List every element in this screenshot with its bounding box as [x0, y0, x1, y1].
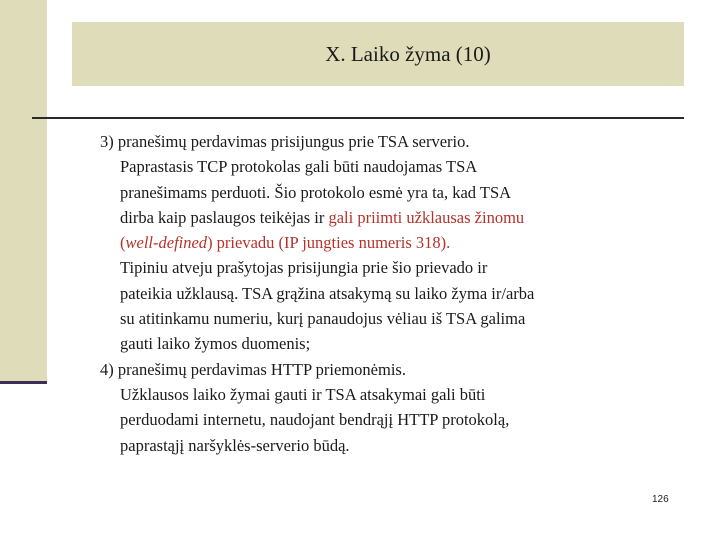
item-3-line-6: pateikia užklausą. TSA grąžina atsakymą su laiko žyma ir/arba: [120, 283, 535, 303]
item-3-line-7: su atitinkamu numeriu, kurį panaudojus vėliau iš TSA galima: [120, 309, 526, 329]
item-4-line-3: paprastąjį naršyklės-serverio būdą.: [120, 435, 350, 455]
item-3-line-3-plain: dirba kaip paslaugos teikėjas ir: [120, 207, 329, 227]
item-3-line-3: [100, 205, 700, 230]
item-3-line-3-highlight: gali priimti užklausas žinomu: [328, 207, 525, 227]
slide-title: X. Laiko žyma (10): [325, 41, 491, 66]
item-3-line-2: pranešimams perduoti. Šio protokolo esmė yra ta, kad TSA: [120, 182, 512, 202]
title-divider: [32, 117, 684, 119]
item-3-line-4-open: (: [120, 233, 126, 253]
item-3-heading: 3) pranešimų perdavimas prisijungus prie TSA serverio.: [100, 132, 470, 151]
item-3-line-5: Tipiniu atveju prašytojas prisijungia prie šio prievado ir: [120, 258, 488, 278]
page-number: 126: [652, 494, 669, 505]
item-4-line-1: Užklausos laiko žymai gauti ir TSA atsakymai gali būti: [120, 384, 486, 404]
item-4-line-2: perduodami internetu, naudojant bendrąjį HTTP protokolą,: [120, 410, 510, 430]
item-3-line-1: Paprastasis TCP protokolas gali būti naudojamas TSA: [120, 157, 478, 177]
left-decorative-band: [0, 0, 47, 383]
item-3-line-8: gauti laiko žymos duomenis;: [120, 334, 311, 354]
item-3-line-4-italic: well-defined: [125, 233, 208, 253]
item-3-line-4-rest: ) prievadu (IP jungties numeris 318).: [207, 233, 451, 253]
item-4-heading: 4) pranešimų perdavimas HTTP priemonėmis.: [100, 359, 406, 379]
item-3-line-4: [100, 230, 700, 255]
left-band-rule: [0, 381, 47, 384]
title-box: [72, 22, 684, 86]
slide-body: [100, 129, 700, 458]
